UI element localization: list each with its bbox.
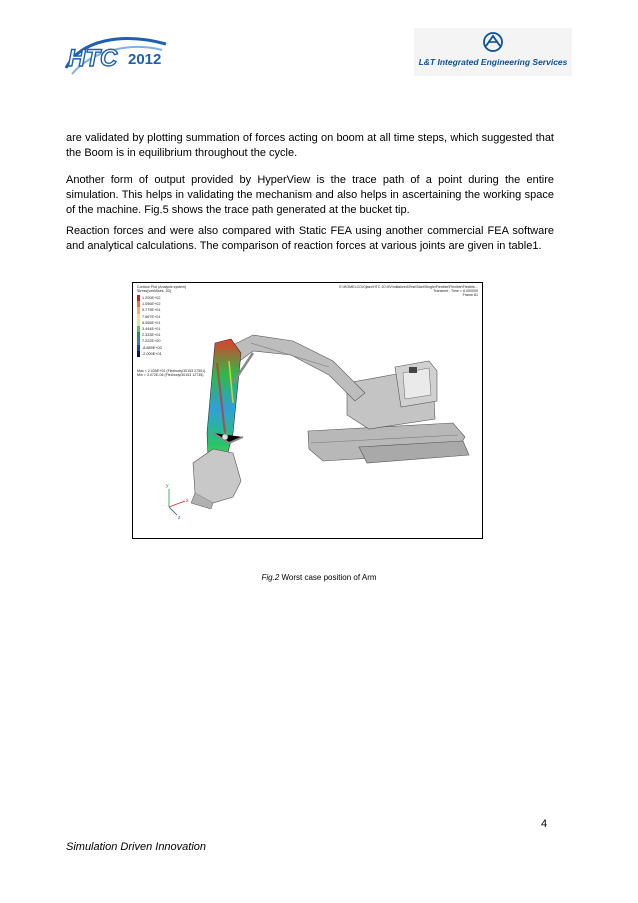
htc-2012-logo [62,30,172,82]
excavator-boom [229,335,365,401]
svg-text:x: x [186,498,189,504]
paragraph-reaction-forces: Reaction forces and were also compared with Static FEA using another commercial FEA software and analytical calculations. The comparison of reaction forces at various joints are given in table1. [66,225,554,252]
legend-entry: 7.667E+01 [137,314,207,320]
legend-entry: -2.000E+01 [137,351,207,357]
htc-logo-year: 2012 [128,51,162,68]
figure-caption [0,573,638,582]
contour-plot-figure [132,282,483,539]
contour-min-max: Max = 2.035E+02 (Flexbody/30153 27501) Min = 3.072E-06 (Flexbody/30153 12735) [137,369,206,378]
legend-entry: -8.889E+00 [137,345,207,351]
excavator-bucket [191,449,241,509]
legend-entry: 3.444E+01 [137,326,207,332]
legend-entry: 5.556E+01 [137,320,207,326]
legend-entry: 9.779E+01 [137,307,207,313]
svg-text:y: y [166,483,169,489]
svg-text:z: z [178,515,181,521]
legend-entry: 1.056E+02 [137,301,207,307]
lt-logo-text: L&T Integrated Engineering Services [418,57,568,67]
legend-entry: 2.333E+01 [137,332,207,338]
excavator-model [133,283,482,538]
figure-caption-text: Worst case position of Arm [281,573,377,582]
axis-triad-icon [166,483,189,521]
contour-plot-title: Contour Plot (Analysis system) Stress(vonMises, 2D) [137,285,187,294]
paragraph-equilibrium: are validated by plotting summation of forces acting on boom at all time steps, which suggested that the Boom is in equilibrium throughout the cycle. [66,132,554,159]
legend-entry: 7.222E+00 [137,338,207,344]
footer-tagline: Simulation Driven Innovation [66,841,207,853]
htc-logo-text: HTC [68,45,118,72]
contour-plot-file-info: E:\HOMELCO\Ojasv\HTC 20 MV\initialized\Test\Start\Single\Flexible\Flexible\Flexible... Transient : Time = 8.000000 Frame 81 [339,285,478,298]
figure-caption-label: Fig.2 [261,573,280,582]
paragraph-trace-path: Another form of output provided by HyperView is the trace path of a point during the entire simulation. This helps in validating the mechanism and also helps in ascertaining the working space of the machine. Fig.5 shows the trace path generated at the bucket tip. [66,174,554,216]
page-number: 4 [541,818,548,830]
lt-logo [414,28,572,76]
excavator-tracks [308,423,469,463]
legend-entry: 1.200E+02 [137,295,207,301]
